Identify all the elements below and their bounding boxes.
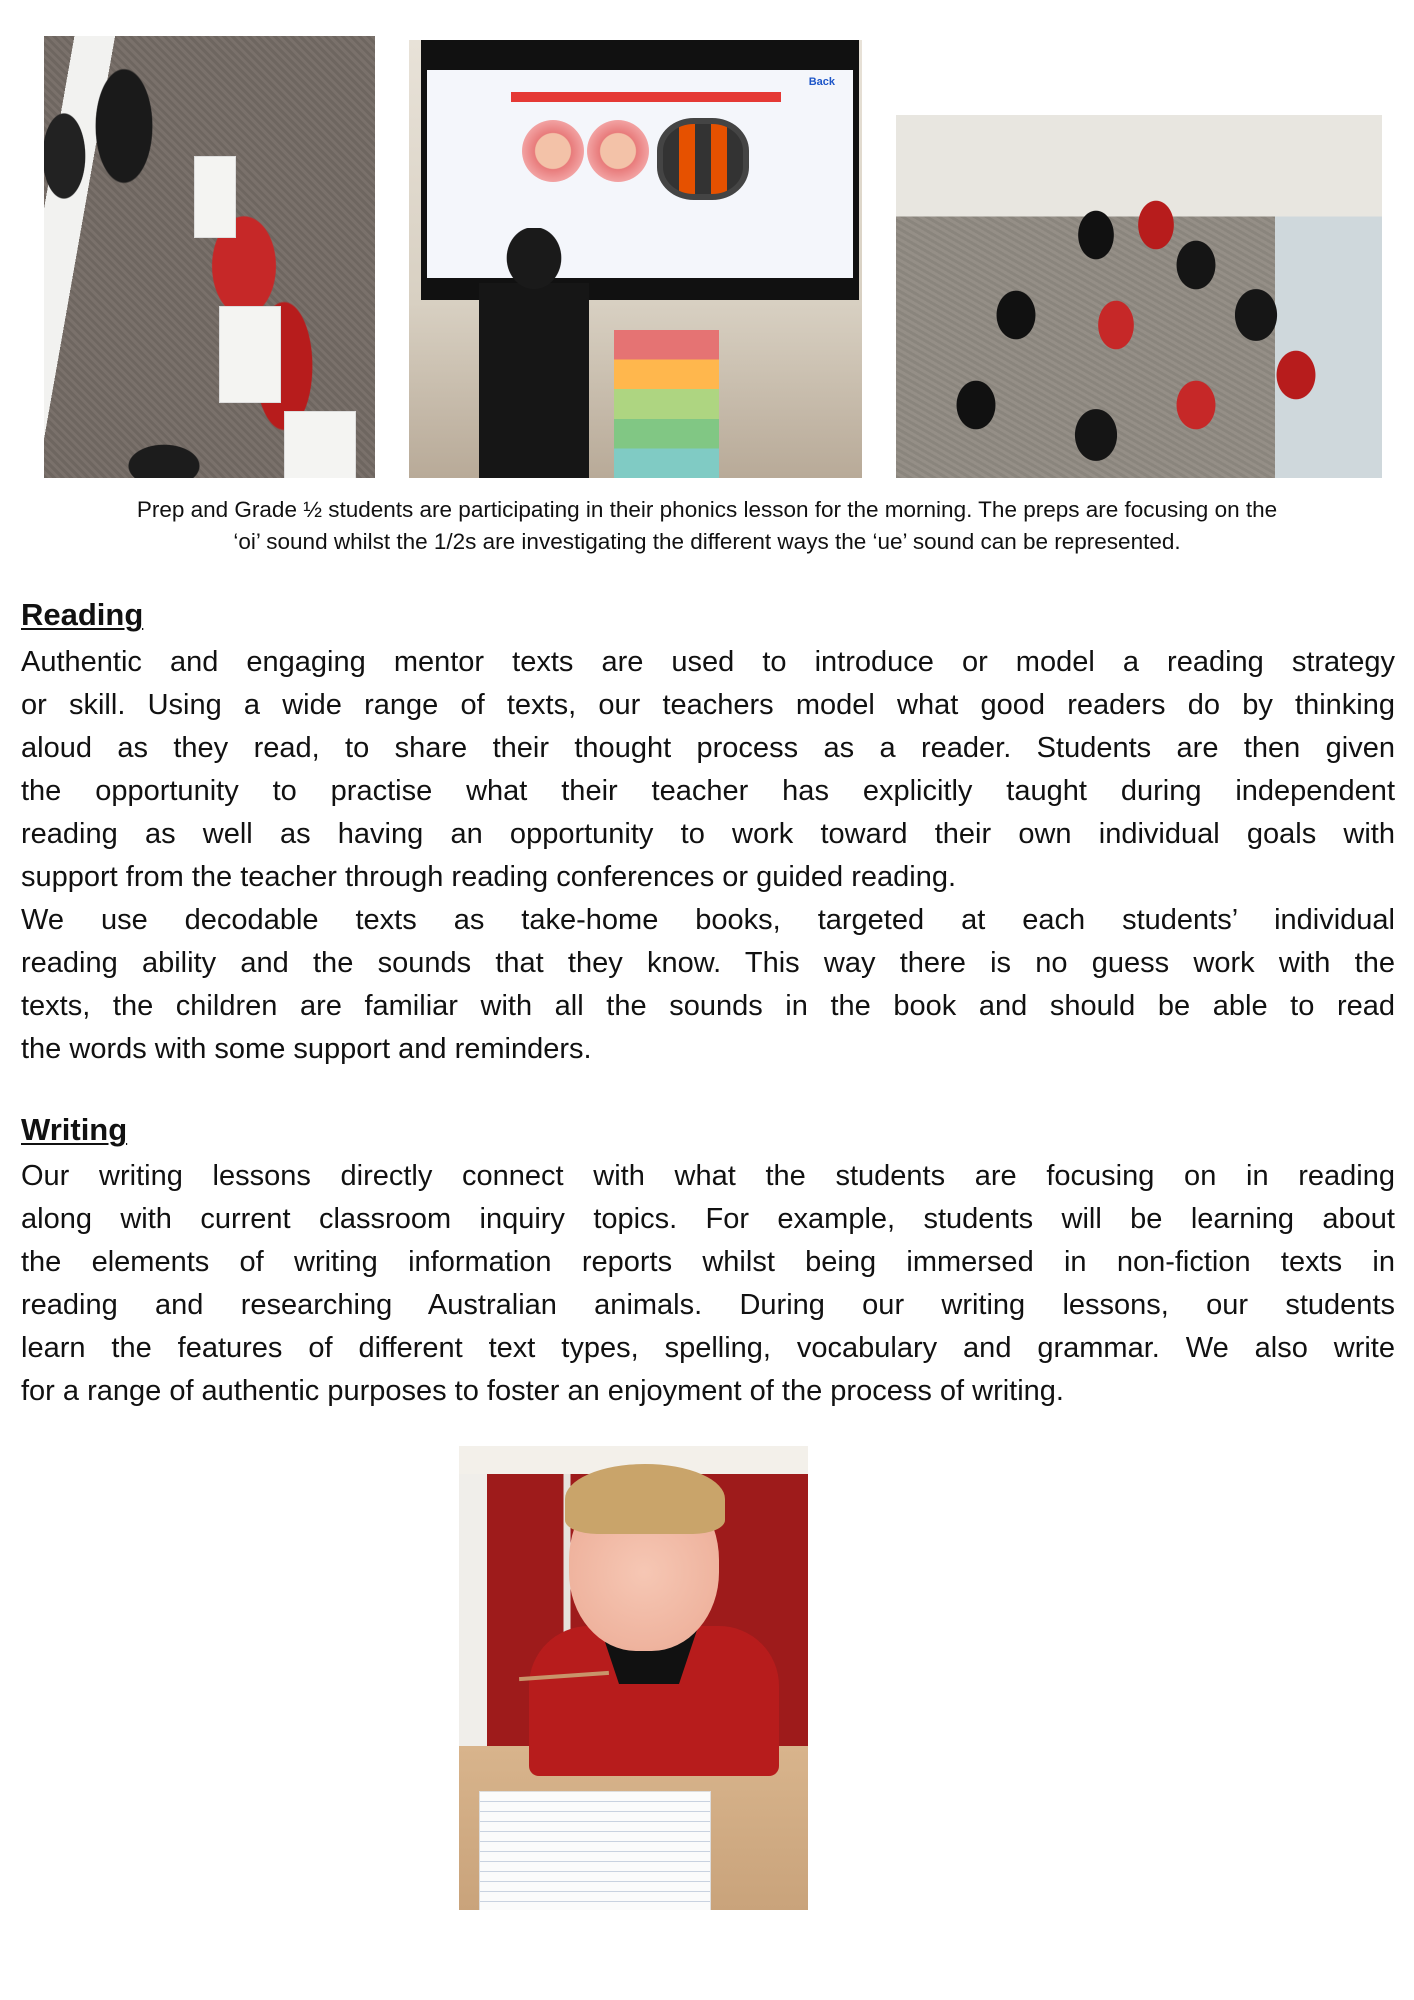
photo-caption-line: Prep and Grade ½ students are participating in their phonics lesson for the morning. The preps are focusing on the bbox=[136, 497, 1278, 522]
writing-text-line: learn the features of different text types, spelling, vocabulary and grammar. We also write bbox=[21, 1332, 1395, 1364]
lined-worksheet bbox=[479, 1791, 711, 1910]
student-pointing bbox=[479, 228, 589, 478]
reading-text-line: aloud as they read, to share their thought process as a reader. Students are then given bbox=[21, 732, 1395, 764]
photo-class-on-floor bbox=[896, 115, 1382, 478]
reading-text-line: reading ability and the sounds that they know. This way there is no guess work with the bbox=[21, 947, 1395, 979]
writing-text-line: reading and researching Australian animals. During our writing lessons, our students bbox=[21, 1289, 1395, 1321]
worksheet-paper bbox=[219, 306, 281, 403]
mouth-picture bbox=[587, 120, 649, 182]
worksheet-paper bbox=[194, 156, 236, 238]
writing-text-line: Our writing lessons directly connect with what the students are focusing on in reading bbox=[21, 1160, 1395, 1192]
reading-text-line: the opportunity to practise what their teacher has explicitly taught during independent bbox=[21, 775, 1395, 807]
writing-text-line: along with current classroom inquiry topics. For example, students will be learning about bbox=[21, 1203, 1395, 1235]
boy-hair bbox=[565, 1464, 725, 1534]
screen-back-button: Back bbox=[808, 76, 835, 88]
writing-text-line: the elements of writing information reports whilst being immersed in non-fiction texts in bbox=[21, 1246, 1395, 1278]
photo-boy-writing bbox=[459, 1446, 808, 1910]
lesson-banner bbox=[511, 92, 781, 102]
reading-text-line: reading as well as having an opportunity to work toward their own individual goals with bbox=[21, 818, 1395, 850]
writing-text-line: for a range of authentic purposes to foster an enjoyment of the process of writing. bbox=[21, 1375, 1064, 1407]
reading-text-line: Authentic and engaging mentor texts are used to introduce or model a reading strategy bbox=[21, 646, 1395, 678]
photo-students-on-carpet bbox=[44, 36, 375, 478]
storage-drawers bbox=[614, 330, 719, 478]
mouth-picture bbox=[522, 120, 584, 182]
oi-sound-picture bbox=[657, 118, 749, 200]
reading-text-line: support from the teacher through reading conferences or guided reading. bbox=[21, 861, 957, 893]
reading-text-line: We use decodable texts as take-home books, targeted at each students’ individual bbox=[21, 904, 1395, 936]
worksheet-paper bbox=[284, 411, 356, 478]
reading-text-line: texts, the children are familiar with all the sounds in the book and should be able to read bbox=[21, 990, 1395, 1022]
writing-heading: Writing bbox=[21, 1112, 128, 1147]
reading-text-line: or skill. Using a wide range of texts, our teachers model what good readers do by thinking bbox=[21, 689, 1395, 721]
photo-smartboard-lesson bbox=[409, 40, 862, 478]
reading-heading: Reading bbox=[21, 597, 144, 632]
reading-text-line: the words with some support and reminders. bbox=[21, 1033, 592, 1065]
photo-caption-line: ‘oi’ sound whilst the 1/2s are investigating the different ways the ‘ue’ sound can be represented. bbox=[233, 529, 1181, 554]
